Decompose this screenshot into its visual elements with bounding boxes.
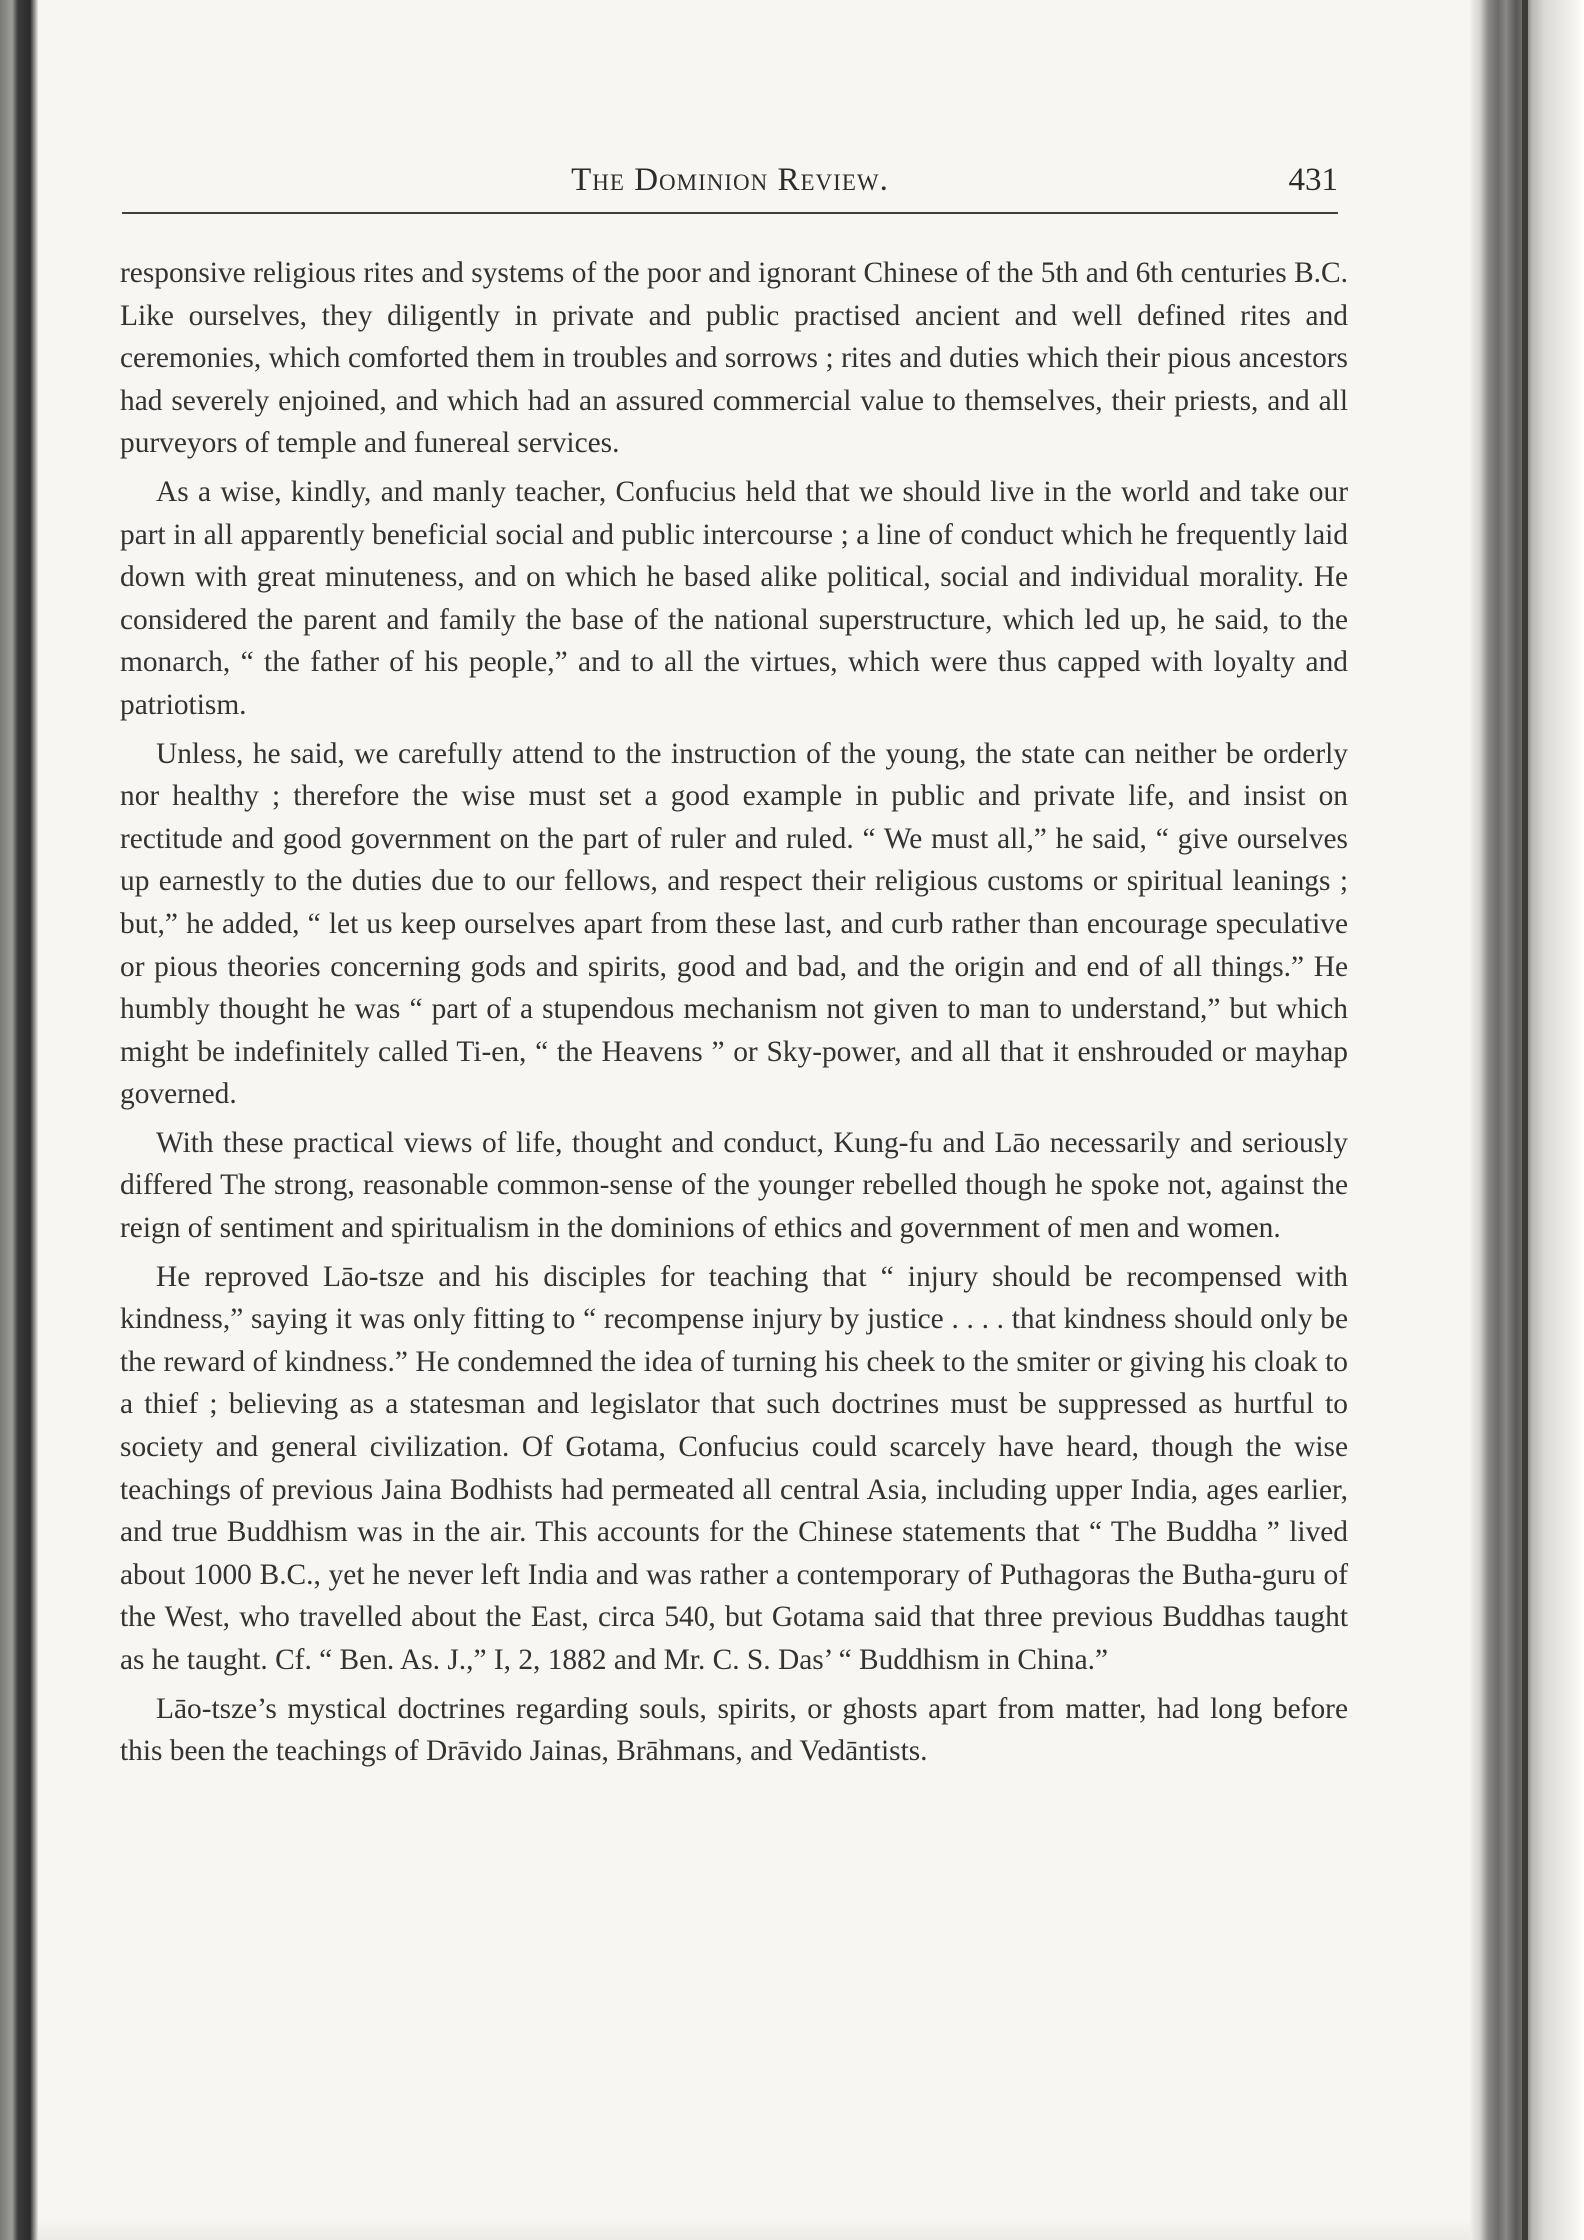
running-title: The Dominion Review. bbox=[571, 162, 889, 198]
paragraph-6: Lāo-tsze’s mystical doctrines regarding souls, spirits, or ghosts apart from matter, had long before this been the teachings of Drāvido Jainas, Brāhmans, and Vedāntists. bbox=[120, 1692, 1348, 1768]
paragraph-4: With these practical views of life, thought and conduct, Kung-fu and Lāo necessarily and seriously differed The strong, reasonable common-sense of the younger rebelled though he spoke not, against the reign of sentiment and spiritualism in the dominions of ethics and government of men and women. bbox=[120, 1126, 1348, 1245]
paragraph-1: responsive religious rites and systems of the poor and ignorant Chinese of the 5th and 6th centuries B.C. Like ourselves, they diligently in private and public practised ancient and well defined rites and ceremonies, which comforted them in troubles and sorrows ; rites and duties which their pious ancestors had severely enjoined, and which had an assured commercial value to themselves, their priests, and all purveyors of temple and funereal services. bbox=[120, 257, 1348, 460]
body-text bbox=[120, 252, 1348, 1779]
page-header bbox=[122, 158, 1338, 214]
book-spine bbox=[1522, 0, 1528, 2240]
page-bottom-shadow bbox=[38, 2220, 1470, 2240]
paragraph-2: As a wise, kindly, and manly teacher, Confucius held that we should live in the world and take our part in all apparently beneficial social and public intercourse ; a line of conduct which he frequently laid down with great minuteness, and on which he based alike political, social and individual morality. He considered the parent and family the base of the national superstructure, which led up, he said, to the monarch, “ the father of his people,” and to all the virtues, which were thus capped with loyalty and patriotism. bbox=[120, 475, 1348, 721]
paragraph-3: Unless, he said, we carefully attend to the instruction of the young, the state can neither be orderly nor healthy ; therefore the wise must set a good example in public and private life, and insist on rectitude and good government on the part of ruler and ruled. “ We must all,” he said, “ give ourselves up earnestly to the duties due to our fellows, and respect their religious customs or spiritual leanings ; but,” he added, “ let us keep ourselves apart from these last, and curb rather than encourage speculative or pious theories concerning gods and spirits, good and bad, and the origin and end of all things.” He humbly thought he was “ part of a stupendous mechanism not given to man to understand,” but which might be indefinitely called Ti-en, “ the Heavens ” or Sky-power, and all that it enshrouded or mayhap governed. bbox=[120, 737, 1348, 1111]
page-number: 431 bbox=[1288, 162, 1338, 198]
scan-left-edge bbox=[0, 0, 38, 2240]
paragraph-5: He reproved Lāo-tsze and his disciples for teaching that “ injury should be recompensed with kindness,” saying it was only fitting to “ recompense injury by justice . . . . that kindness should only be the reward of kindness.” He condemned the idea of turning his cheek to the smiter or giving his cloak to a thief ; believing as a statesman and legislator that such doctrines must be suppressed as hurtful to society and general civilization. Of Gotama, Confucius could scarcely have heard, though the wise teachings of previous Jaina Bodhists had permeated all central Asia, including upper India, ages earlier, and true Buddhism was in the air. This accounts for the Chinese statements that “ The Buddha ” lived about 1000 B.C., yet he never left India and was rather a contemporary of Puthagoras the Butha-guru of the West, who travelled about the East, circa 540, but Gotama said that three previous Buddhas taught as he taught. Cf. “ Ben. As. J.,” I, 2, 1882 and Mr. C. S. Das’ “ Buddhism in China.” bbox=[120, 1260, 1348, 1676]
book-binding-edge bbox=[1470, 0, 1584, 2240]
